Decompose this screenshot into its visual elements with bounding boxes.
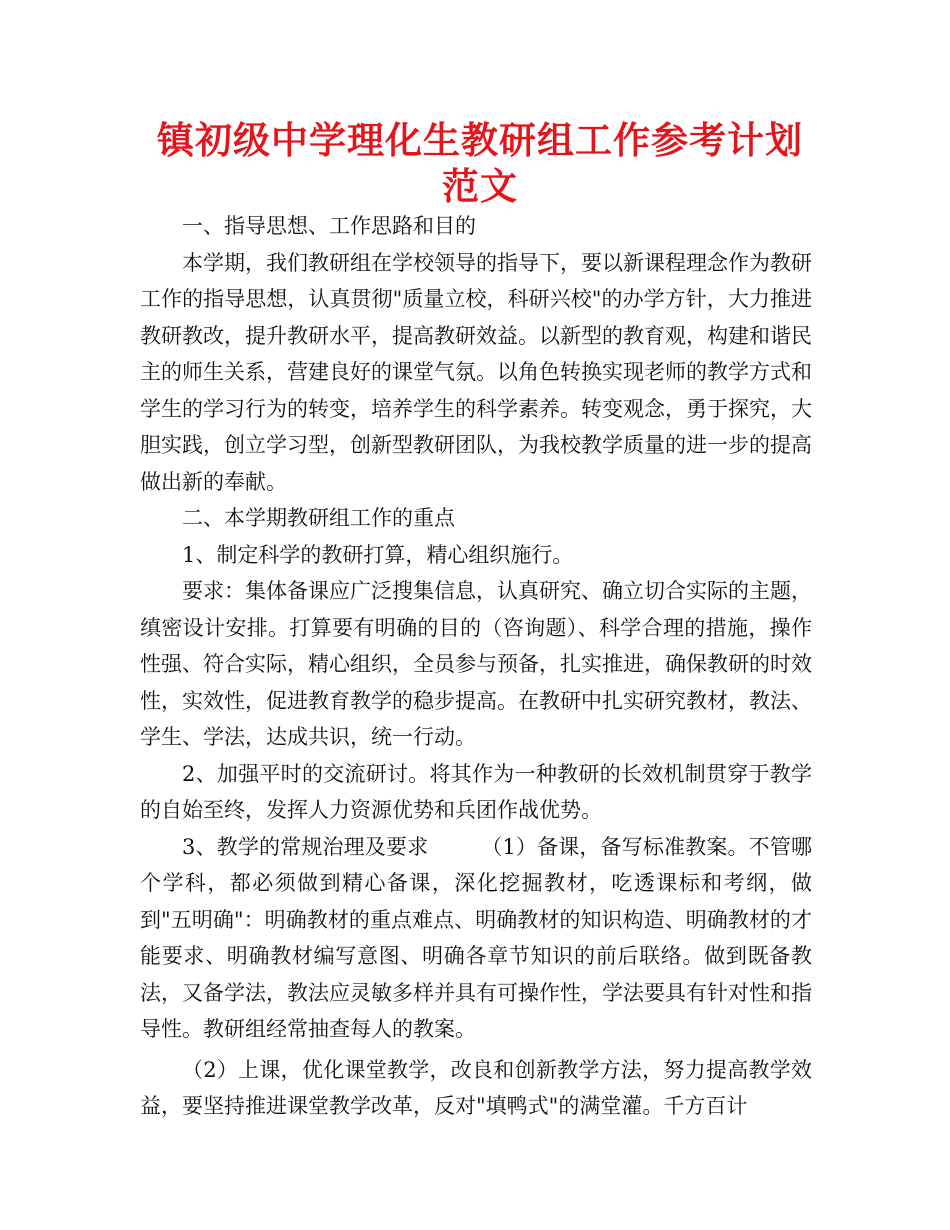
paragraph-item-3-2: （2）上课，优化课堂教学，改良和创新教学方法，努力提高教学效益，要坚持推进课堂教学改革，反对"填鸭式"的满堂灌。千方百计: [140, 1057, 812, 1118]
paragraph-item-3: 3、教学的常规治理及要求 （1）备课，备写标准教案。不管哪个学科，都必须做到精心备课，深化挖掘教材，吃透课标和考纲，做到"五明确"：明确教材的重点难点、明确教材的知识构造、明确教材的才能要求、明确教材编写意图、明确各章节知识的前后联络。做到既备教法，又备学法，教法应灵敏多样并具有可操作性，学法要具有针对性和指导性。教研组经常抽查每人的教案。: [140, 834, 812, 1041]
document-body: [140, 208, 812, 1125]
paragraph-requirements: 要求：集体备课应广泛搜集信息，认真研究、确立切合实际的主题，缜密设计安排。打算要有明确的目的（咨询题）、科学合理的措施，操作性强、符合实际，精心组织，全员参与预备，扎实推进，确保教研的时效性，实效性，促进教育教学的稳步提高。在教研中扎实研究教材，教法、学生、学法，达成共识，统一行动。: [140, 579, 812, 749]
document-title: 镇初级中学理化生教研组工作参考计划范文: [157, 119, 803, 208]
section-heading-1: 一、指导思想、工作思路和目的: [182, 214, 476, 238]
paragraph-item-2: 2、加强平时的交流研讨。将其作为一种教研的长效机制贯穿于教学的自始至终，发挥人力资源优势和兵团作战优势。: [140, 761, 812, 822]
paragraph-guiding-ideology: 本学期，我们教研组在学校领导的指导下，要以新课程理念作为教研工作的指导思想，认真贯彻"质量立校，科研兴校"的办学方针，大力推进教研教改，提升教研水平，提高教研效益。以新型的教育观，构建和谐民主的师生关系，营建良好的课堂气氛。以角色转换实现老师的教学方式和学生的学习行为的转变，培养学生的科学素养。转变观念，勇于探究，大胆实践，创立学习型，创新型教研团队，为我校教学质量的进一步的提高做出新的奉献。: [140, 250, 812, 494]
paragraph-item-1: 1、制定科学的教研打算，精心组织施行。: [182, 542, 574, 567]
section-heading-2: 二、本学期教研组工作的重点: [182, 506, 455, 530]
